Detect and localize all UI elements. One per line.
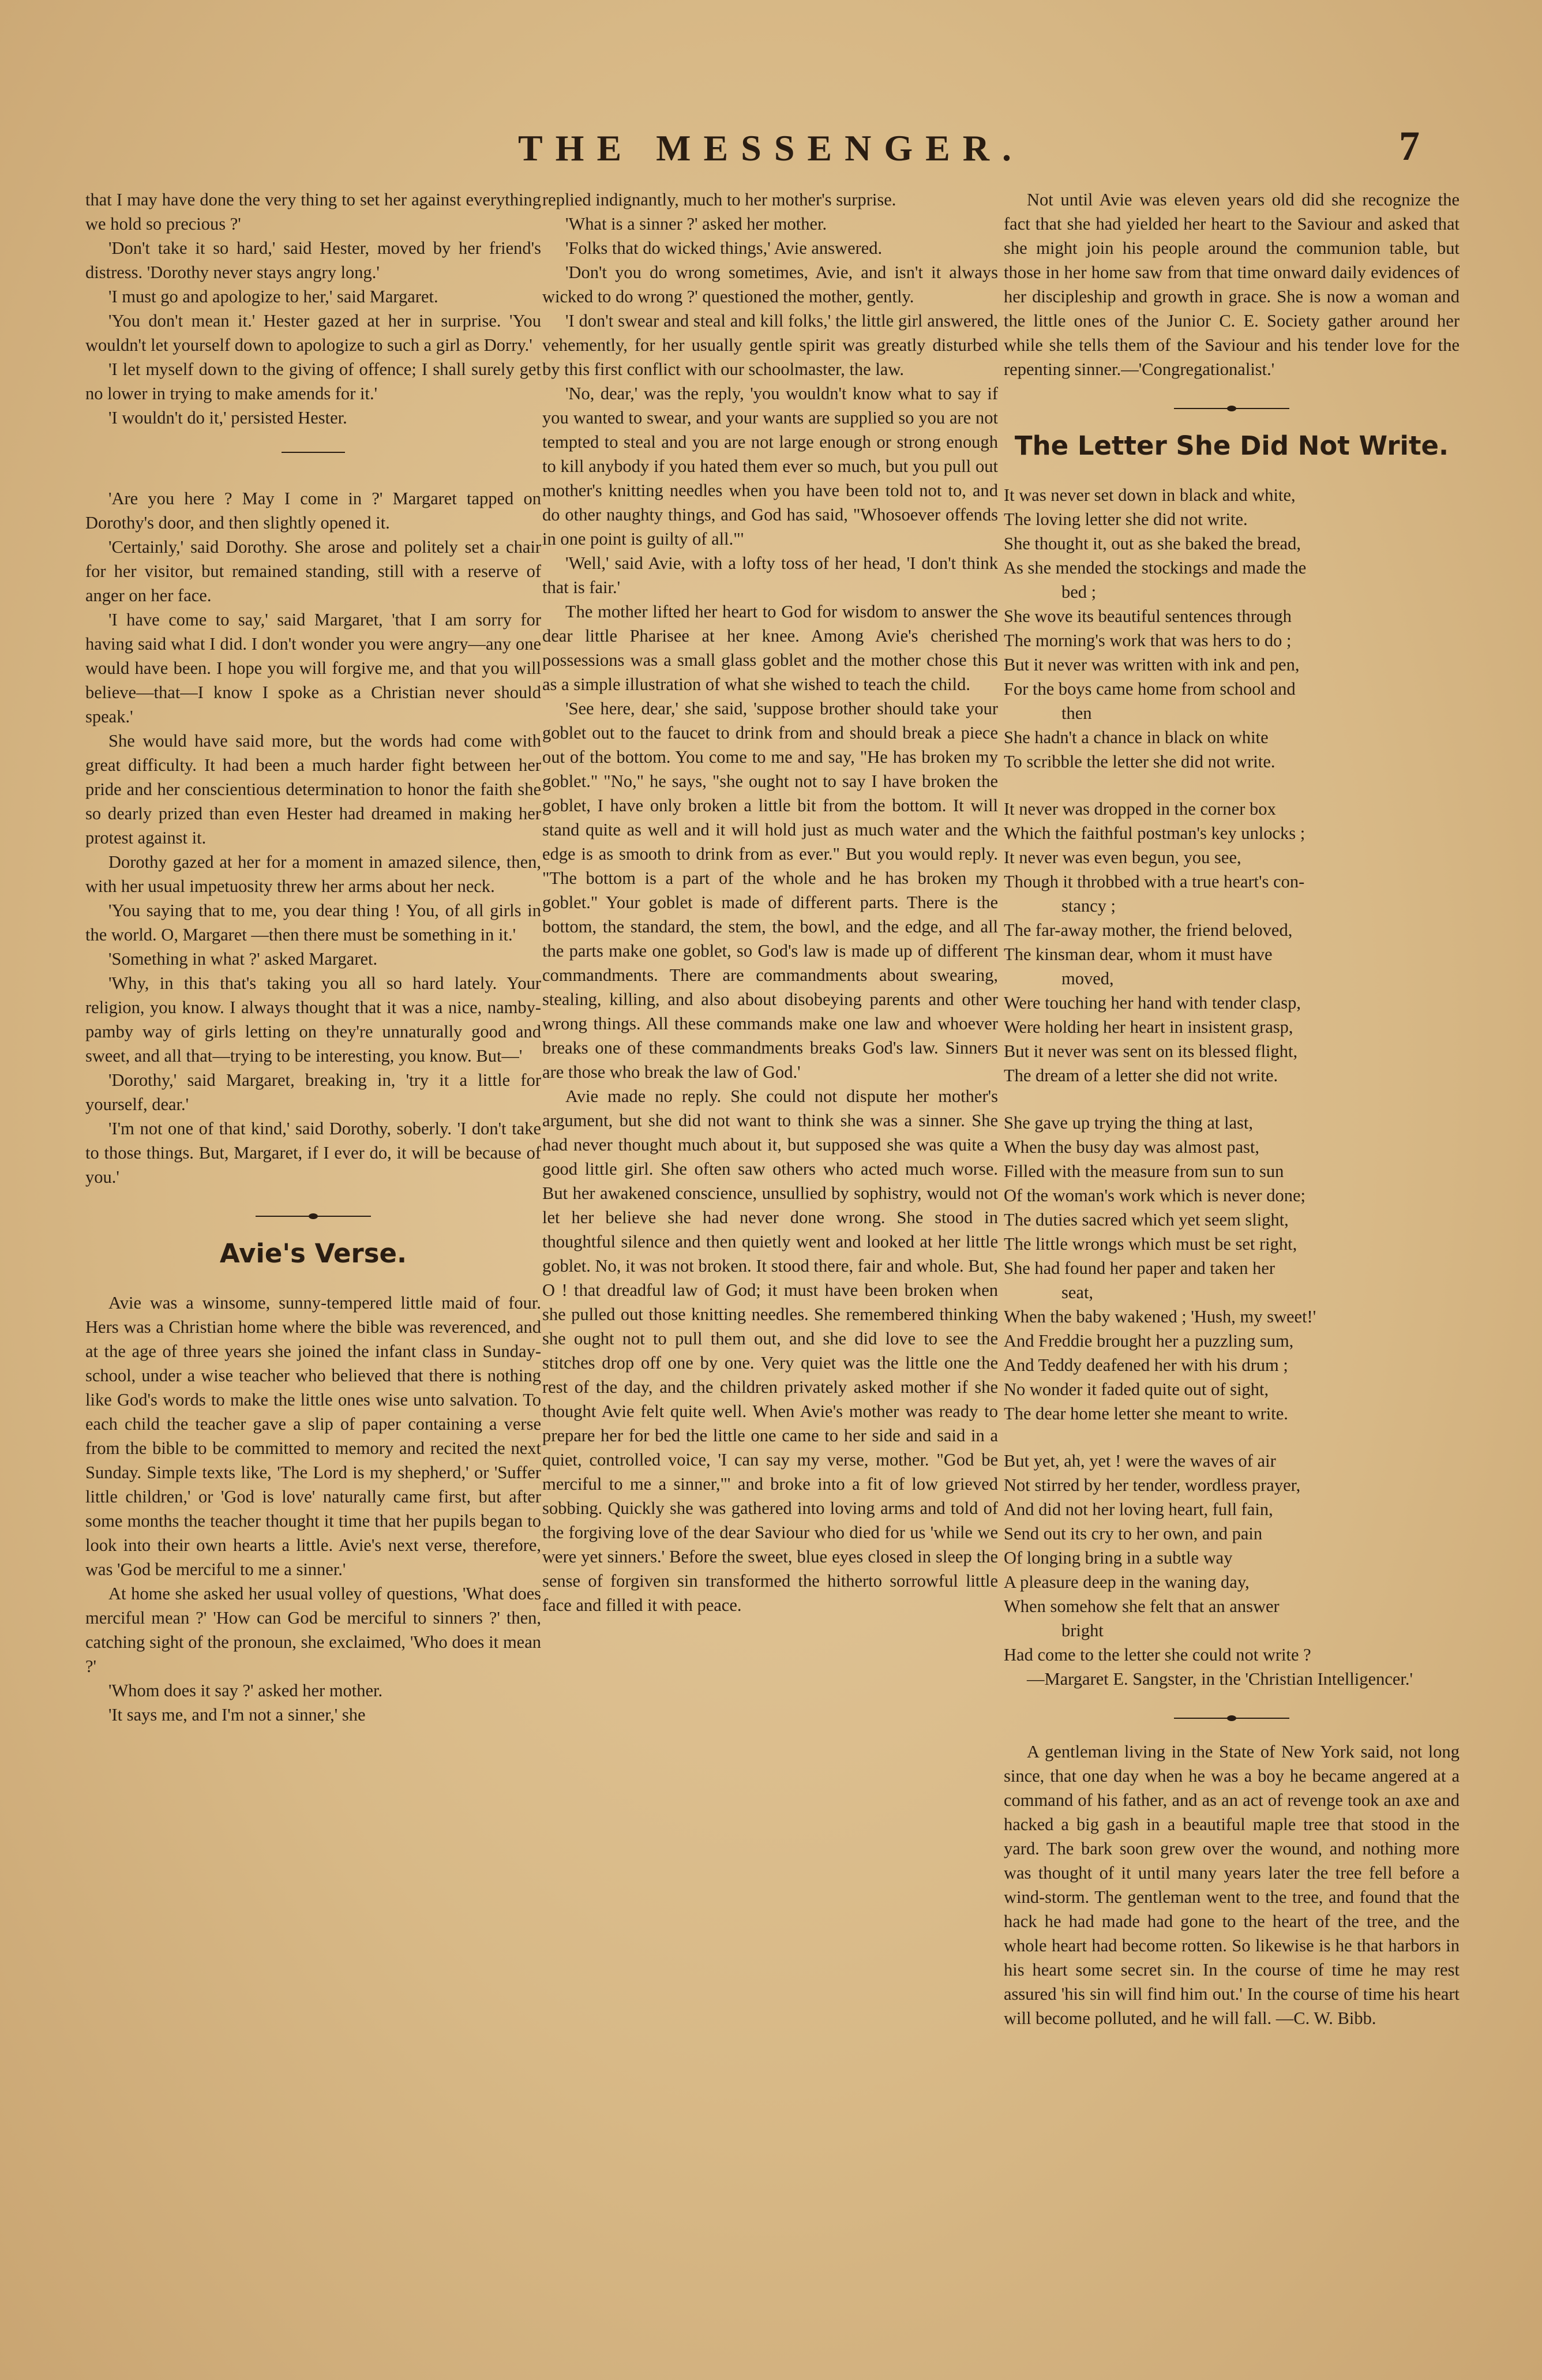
poem-line: For the boys came home from school and <box>1004 679 1296 699</box>
poem-line: When the baby wakened ; 'Hush, my sweet!' <box>1004 1307 1316 1326</box>
poem-line: The kinsman dear, whom it must have <box>1004 944 1273 964</box>
poem-line: But yet, ah, yet ! were the waves of air <box>1004 1451 1276 1471</box>
poem-line: She hadn't a chance in black on white <box>1004 728 1269 747</box>
paragraph: 'I don't swear and steal and kill folks,' the little girl answered, vehemently, for her usually gentle spirit was greatly disturbed by this first conflict with our schoolmaster, the law. <box>542 311 998 379</box>
poem-line: But it never was written with ink and pen, <box>1004 655 1300 674</box>
paragraph: 'Whom does it say ?' asked her mother. <box>108 1681 383 1700</box>
paragraph: Dorothy gazed at her for a moment in amazed silence, then, with her usual impetuosity threw her arms about her neck. <box>85 852 541 896</box>
paragraph: Avie made no reply. She could not dispute her mother's argument, but she did not want to think she was a sinner. She had never thought much about it, but supposed she was quite a good little girl. She often saw others who acted much worse. But her awakened conscience, unsullied by sophistry, would not let her believe she had never done wrong. She stood in thoughtful silence and then quietly went and looked at her little goblet. No, it was not broken. It stood there, fair and whole. But, O ! that dreadful law of God; it must have been broken when she pulled out those knitting needles. She remembered thinking she ought not to pull them out, and she did love to see the stitches drop off one by one. Very quiet was the little one the rest of the day, and the children privately asked mother if she thought Avie felt quite well. When Avie's mother was ready to prepare her for bed the little one came to her side and said in a quiet, controlled voice, 'I can say my verse, mother. "God be merciful to me a sinner,"' and broke into a fit of low grieved sobbing. Quickly she was gathered into loving arms and told of the forgiving love of the dear Saviour who died for us 'while we were yet sinners.' Before the sweet, blue eyes closed in sleep the sense of forgiven sin transformed the hitherto sorrowful little face and filled it with peace. <box>542 1086 998 1615</box>
ornament-divider <box>256 1212 371 1220</box>
column-2 <box>542 188 998 1617</box>
paragraph: She would have said more, but the words had come with great difficulty. It had been a much harder fight between her pride and her conscientious determination to honor the faith she so dearly prized than even Hester had dreamed in making her protest against it. <box>85 731 541 848</box>
paragraph: 'Dorothy,' said Margaret, breaking in, 'try it a little for yourself, dear.' <box>85 1070 541 1114</box>
poem-stanza <box>1004 1449 1460 1667</box>
poem-line: Of the woman's work which is never done; <box>1004 1186 1306 1205</box>
column-1 <box>85 188 541 1727</box>
poem-line: Not stirred by her tender, wordless prayer, <box>1004 1475 1301 1495</box>
paragraph: 'I wouldn't do it,' persisted Hester. <box>108 408 347 428</box>
poem-line: And did not her loving heart, full fain, <box>1004 1500 1273 1519</box>
paragraph: Not until Avie was eleven years old did she recognize the fact that she had yielded her heart to the Saviour and asked that she might join his people around the communion table, but those in her home saw from that time onward daily evidences of her discipleship and growth in grace. She is now a woman and the little ones of the Junior C. E. Society gather around her while she tells them of the Saviour and his tender love for the repenting sinner.—'Congregationalist.' <box>1004 190 1460 379</box>
poem-line: A pleasure deep in the waning day, <box>1004 1572 1250 1592</box>
paragraph: A gentleman living in the State of New York said, not long since, that one day when he was a boy he became angered at a command of his father, and as an act of revenge took an axe and hacked a big gash in a beautiful maple tree that stood in the yard. The bark soon grew over the wound, and nothing more was thought of it until many years later the tree fell before a wind-storm. The gentleman went to the tree, and found that the hack he had made had gone to the heart of the tree, and the whole heart had become rotten. So likewise is he that harbors in his heart some secret sin. In the course of time he may rest assured 'his sin will find him out.' In the course of time his heart will become polluted, and he will fall. —C. W. Bibb. <box>1004 1742 1460 2028</box>
poem-line: She gave up trying the thing at last, <box>1004 1113 1254 1133</box>
article-heading-letter: The Letter She Did Not Write. <box>1014 430 1449 461</box>
poem-line: The far-away mother, the friend beloved, <box>1004 920 1293 940</box>
paragraph: 'I must go and apologize to her,' said Margaret. <box>108 287 438 306</box>
poem-line: To scribble the letter she did not write. <box>1004 752 1275 771</box>
paragraph: 'No, dear,' was the reply, 'you wouldn't know what to say if you wanted to swear, and your wants are supplied so you are not tempted to steal and you are not large enough or strong enough to kill anybody if you hated them ever so much, but you pull out mother's knitting needles when you have been told not to, and do other naughty things, and God has said, "Whosoever offends in one point is guilty of all."' <box>542 384 998 549</box>
poem-line: She thought it, out as she baked the bread, <box>1004 534 1301 553</box>
poem-line: The morning's work that was hers to do ; <box>1004 631 1292 650</box>
poem-line: bed ; <box>1061 582 1097 602</box>
paragraph: Avie was a winsome, sunny-tempered little maid of four. Hers was a Christian home where the bible was reverenced, and at the age of three years she joined the infant class in Sunday-school, under a wise teacher who believed that there is nothing like God's words to make the little ones wise unto salvation. To each child the teacher gave a slip of paper containing a verse from the bible to be committed to memory and recited the next Sunday. Simple texts like, 'The Lord is my shepherd,' or 'Suffer little children,' or 'God is love' naturally came first, but after some months the teacher thought it time that her pupils began to look into their own hearts a little. Avie's next verse, therefore, was 'God be merciful to me a sinner.' <box>85 1293 541 1579</box>
poem-line: Of longing bring in a subtle way <box>1004 1548 1233 1568</box>
poem-line: stancy ; <box>1061 896 1116 916</box>
paragraph: 'Folks that do wicked things,' Avie answered. <box>565 238 883 258</box>
paragraph: 'I'm not one of that kind,' said Dorothy, soberly. 'I don't take to those things. But, Margaret, if I ever do, it will be because of you.' <box>85 1119 541 1187</box>
poem-line: The duties sacred which yet seem slight, <box>1004 1210 1289 1230</box>
section-divider <box>282 452 345 453</box>
poem-attribution: —Margaret E. Sangster, in the 'Christian Intelligencer.' <box>1027 1669 1413 1689</box>
poem-line: It was never set down in black and white, <box>1004 485 1296 505</box>
poem-line: As she mended the stockings and made the <box>1004 558 1307 578</box>
paragraph: replied indignantly, much to her mother's surprise. <box>542 190 896 209</box>
poem-line: moved, <box>1061 969 1114 988</box>
paragraph: The mother lifted her heart to God for wisdom to answer the dear little Pharisee at her knee. Among Avie's cherished possessions was a small glass goblet and the mother chose this as a simple illustration of what she wished to teach the child. <box>542 602 998 694</box>
poem-line: The dream of a letter she did not write. <box>1004 1066 1278 1085</box>
poem-line: Had come to the letter she could not write ? <box>1004 1645 1311 1665</box>
poem-line: Filled with the measure from sun to sun <box>1004 1161 1284 1181</box>
column-3 <box>1004 188 1460 2030</box>
poem-line: Were holding her heart in insistent grasp, <box>1004 1017 1293 1037</box>
article-heading-avies-verse: Avie's Verse. <box>219 1238 407 1269</box>
page-number: 7 <box>1399 123 1420 169</box>
poem-line: The little wrongs which must be set right, <box>1004 1234 1297 1254</box>
poem-line: Which the faithful postman's key unlocks ; <box>1004 823 1305 843</box>
ornament-divider <box>1174 1714 1289 1722</box>
paragraph: 'Something in what ?' asked Margaret. <box>108 949 378 969</box>
poem-stanza <box>1004 483 1460 774</box>
poem-line: bright <box>1061 1621 1104 1640</box>
poem-line: Were touching her hand with tender clasp, <box>1004 993 1301 1013</box>
paragraph: 'I have come to say,' said Margaret, 'that I am sorry for having said what I did. I don't wonder you were angry—any one would have been. I hope you will forgive me, and that you will believe—that—I know I spoke as a Christian never should speak.' <box>85 610 541 726</box>
poem-line: And Teddy deafened her with his drum ; <box>1004 1355 1288 1375</box>
paragraph: 'Are you here ? May I come in ?' Margaret tapped on Dorothy's door, and then slightly opened it. <box>85 489 541 533</box>
poem-line: It never was dropped in the corner box <box>1004 799 1276 819</box>
ornament-divider <box>1174 404 1289 413</box>
poem-line: then <box>1061 703 1092 723</box>
poem-line: The loving letter she did not write. <box>1004 509 1248 529</box>
paragraph: 'You don't mean it.' Hester gazed at her in surprise. 'You wouldn't let yourself down to apologize to such a girl as Dorry.' <box>85 311 541 355</box>
poem-line: When somehow she felt that an answer <box>1004 1596 1280 1616</box>
paragraph: 'Well,' said Avie, with a lofty toss of her head, 'I don't think that is fair.' <box>542 553 998 597</box>
poem-line: But it never was sent on its blessed flight, <box>1004 1041 1298 1061</box>
poem-line: She wove its beautiful sentences through <box>1004 606 1292 626</box>
paragraph: 'Certainly,' said Dorothy. She arose and politely set a chair for her visitor, but remained standing, still with a reserve of anger on her face. <box>85 537 541 605</box>
poem-line: The dear home letter she meant to write. <box>1004 1404 1288 1423</box>
paragraph: 'I let myself down to the giving of offence; I shall surely get no lower in trying to make amends for it.' <box>85 359 541 403</box>
poem-line: She had found her paper and taken her <box>1004 1258 1275 1278</box>
paragraph: At home she asked her usual volley of questions, 'What does merciful mean ?' 'How can God be merciful to sinners ?' then, catching sight of the pronoun, she exclaimed, 'Who does it mean ?' <box>85 1584 541 1676</box>
paragraph: 'Don't you do wrong sometimes, Avie, and isn't it always wicked to do wrong ?' questioned the mother, gently. <box>542 263 998 306</box>
poem-stanza <box>1004 1111 1460 1426</box>
poem-line: And Freddie brought her a puzzling sum, <box>1004 1331 1294 1351</box>
poem-line: seat, <box>1061 1283 1094 1302</box>
poem <box>1004 483 1460 1667</box>
paragraph: 'Don't take it so hard,' said Hester, moved by her friend's distress. 'Dorothy never stays angry long.' <box>85 238 541 282</box>
poem-line: It never was even begun, you see, <box>1004 848 1241 867</box>
poem-line: Though it throbbed with a true heart's con- <box>1004 872 1305 891</box>
paragraph: that I may have done the very thing to set her against everything we hold so precious ?' <box>85 190 541 234</box>
paragraph: 'See here, dear,' she said, 'suppose brother should take your goblet out to the faucet to drink from and should break a piece out of the bottom. You come to me and say, "He has broken my goblet." "No," he says, "she ought not to say I have broken the goblet, I have only broken a little bit from the bottom. It will stand quite as well and it will hold just as much water and the edge is as smooth to drink from as ever." But you would reply. "The bottom is a part of the whole and he has broken my goblet." Your goblet is made of different parts. There is the bottom, the standard, the stem, the bowl, and the edge, and all the parts make one goblet, so God's law is made up of different commandments. There are commandments about swearing, stealing, killing, and also about disobeying parents and other wrong things. All these commands make one law and whoever breaks one of these commandments breaks God's law. Sinners are those who break the law of God.' <box>542 699 998 1082</box>
poem-stanza <box>1004 797 1460 1088</box>
masthead-title: THE MESSENGER. <box>517 128 1025 168</box>
poem-line: Send out its cry to her own, and pain <box>1004 1524 1263 1543</box>
paragraph: 'Why, in this that's taking you all so hard lately. Your religion, you know. I always thought that it was a nice, namby-pamby way of girls letting on they're unnaturally good and sweet, and all that—trying to be interesting, you know. But—' <box>85 973 541 1066</box>
paragraph: 'It says me, and I'm not a sinner,' she <box>108 1705 366 1725</box>
poem-line: No wonder it faded quite out of sight, <box>1004 1380 1269 1399</box>
poem-line: When the busy day was almost past, <box>1004 1137 1260 1157</box>
paragraph: 'You saying that to me, you dear thing ! You, of all girls in the world. O, Margaret —then there must be something in it.' <box>85 901 541 944</box>
paragraph: 'What is a sinner ?' asked her mother. <box>565 214 827 234</box>
